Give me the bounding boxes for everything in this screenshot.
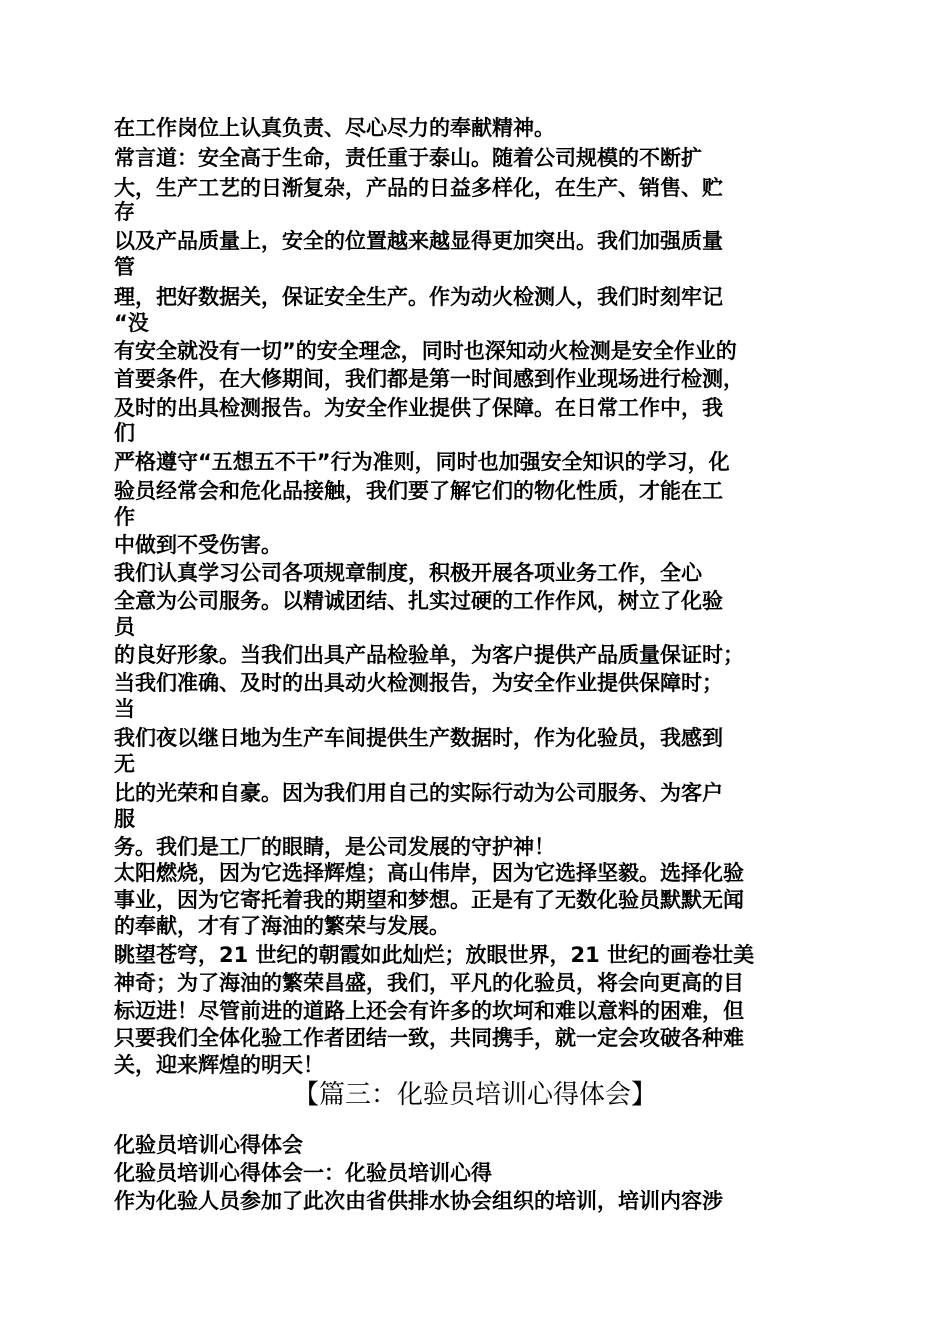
text-line: 存	[114, 200, 135, 224]
text-line: 太阳燃烧，因为它选择辉煌；高山伟岸，因为它选择坚毅。选择化验	[114, 861, 744, 885]
section-heading: 【篇三：化验员培训心得体会】	[292, 1080, 657, 1110]
text-line: 有安全就没有一切”的安全理念，同时也深知动火检测是安全作业的	[114, 339, 737, 363]
text-line: 大，生产工艺的日渐复杂，产品的日益多样化，在生产、销售、贮	[114, 176, 723, 200]
text-line: 们	[114, 421, 135, 445]
text-line: 务。我们是工厂的眼睛，是公司发展的守护神！	[114, 835, 555, 859]
text-line: 首要条件，在大修期间，我们都是第一时间感到作业现场进行检测，	[114, 367, 744, 391]
text-line: 作为化验人员参加了此次由省供排水协会组织的培训，培训内容涉	[114, 1189, 723, 1213]
text-line: 关，迎来辉煌的明天！	[114, 1053, 324, 1077]
text-line: 我们夜以继日地为生产车间提供生产数据时，作为化验员，我感到	[114, 726, 723, 750]
text-line: 服	[114, 807, 135, 831]
subheading-line: 化验员培训心得体会一：化验员培训心得	[114, 1161, 492, 1185]
text-line: 当	[114, 697, 135, 721]
text-line: 常言道：安全高于生命，责任重于泰山。随着公司规模的不断扩	[114, 146, 702, 170]
text-line: 比的光荣和自豪。因为我们用自己的实际行动为公司服务、为客户	[114, 781, 723, 805]
text-line: 验员经常会和危化品接触，我们要了解它们的物化性质，才能在工	[114, 479, 723, 503]
text-line: 神奇；为了海油的繁荣昌盛，我们，平凡的化验员，将会向更高的目	[114, 971, 744, 995]
text-line: 无	[114, 752, 135, 776]
text-line: 全意为公司服务。以精诚团结、扎实过硬的工作作风，树立了化验	[114, 589, 723, 613]
text-line: “没	[114, 311, 149, 335]
text-line: 在工作岗位上认真负责、尽心尽力的奉献精神。	[114, 116, 555, 140]
text-line: 及时的出具检测报告。为安全作业提供了保障。在日常工作中，我	[114, 396, 723, 420]
text-line: 事业，因为它寄托着我的期望和梦想。正是有了无数化验员默默无闻	[114, 888, 744, 912]
text-line: 中做到不受伤害。	[114, 533, 282, 557]
text-line: 作	[114, 505, 135, 529]
text-line: 标迈进！尽管前进的道路上还会有许多的坎坷和难以意料的困难，但	[114, 999, 744, 1023]
text-line: 管	[114, 255, 135, 279]
text-line: 只要我们全体化验工作者团结一致，共同携手，就一定会攻破各种难	[114, 1026, 744, 1050]
text-line: 眺望苍穹，21 世纪的朝霞如此灿烂；放眼世界，21 世纪的画卷壮美	[114, 943, 755, 967]
text-line: 当我们准确、及时的出具动火检测报告，为安全作业提供保障时；	[114, 671, 723, 695]
subheading-line: 化验员培训心得体会	[114, 1133, 303, 1157]
text-line: 理，把好数据关，保证安全生产。作为动火检测人，我们时刻牢记	[114, 285, 723, 309]
text-line: 员	[114, 615, 135, 639]
text-line: 的良好形象。当我们出具产品检验单，为客户提供产品质量保证时；	[114, 643, 744, 667]
text-line: 的奉献，才有了海油的繁荣与发展。	[114, 914, 450, 938]
text-line: 以及产品质量上，安全的位置越来越显得更加突出。我们加强质量	[114, 229, 723, 253]
text-line: 严格遵守“五想五不干”行为准则，同时也加强安全知识的学习，化	[114, 450, 730, 474]
text-line: 我们认真学习公司各项规章制度，积极开展各项业务工作，全心	[114, 561, 702, 585]
